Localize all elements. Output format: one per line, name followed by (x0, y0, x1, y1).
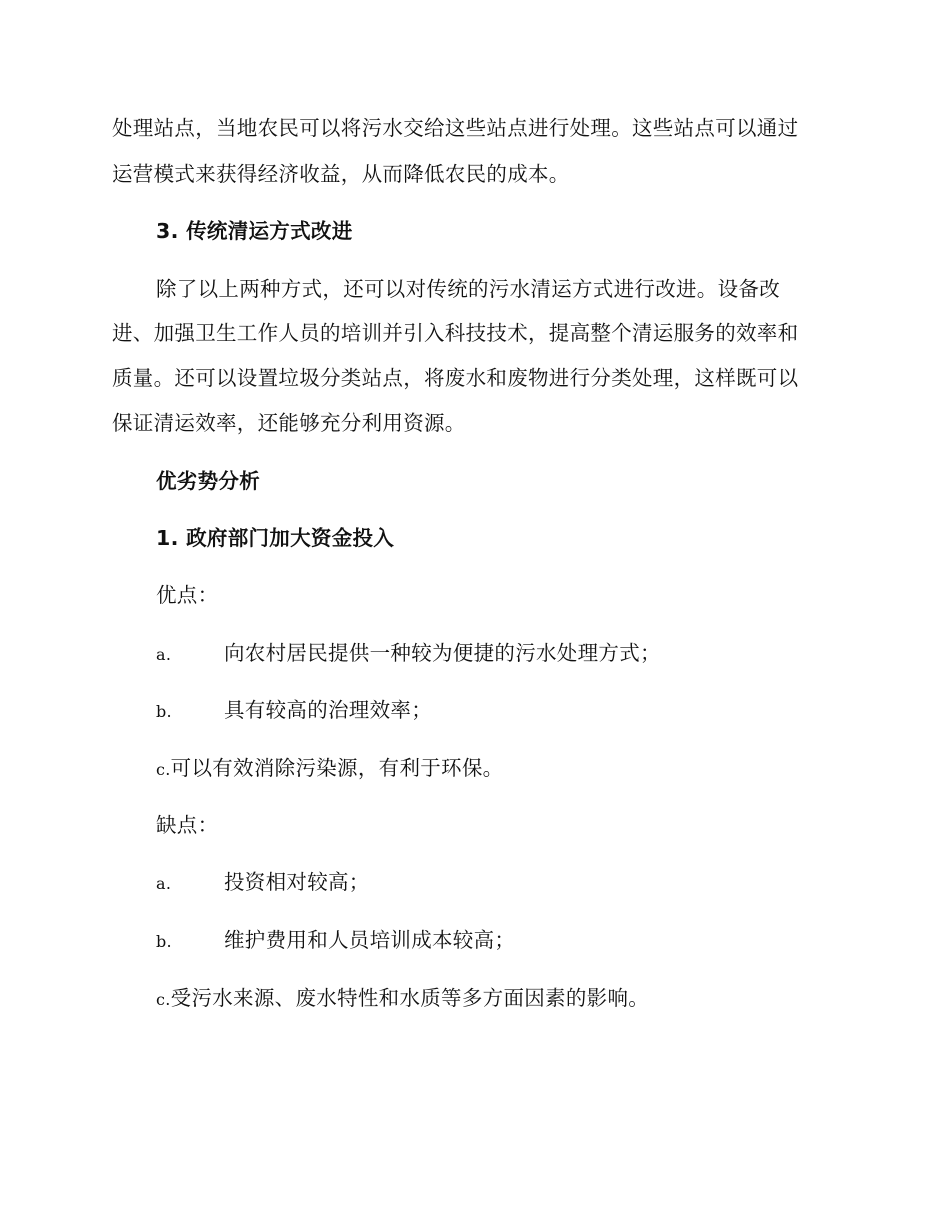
section-title: 优劣势分析 (156, 469, 260, 493)
list-item-text: 向农村居民提供一种较为便捷的污水处理方式； (224, 641, 661, 665)
pros-label: 优点： (156, 583, 219, 607)
paragraph-line: 处理站点，当地农民可以将污水交给这些站点进行处理。这些站点可以通过 (112, 116, 799, 140)
list-marker: c. (156, 760, 171, 779)
list-item-text: 具有较高的治理效率； (224, 698, 432, 722)
list-marker: a. (156, 874, 172, 893)
heading-traditional-improvement: 3. 传统清运方式改进 (156, 219, 353, 243)
paragraph-line: 除了以上两种方式，还可以对传统的污水清运方式进行改进。设备改 (156, 277, 780, 301)
paragraph-line: 运营模式来获得经济收益，从而降低农民的成本。 (112, 162, 570, 186)
list-marker: b. (156, 702, 172, 721)
list-item-text: 维护费用和人员培训成本较高； (224, 928, 516, 952)
list-item (156, 638, 661, 670)
list-item-text: 可以有效消除污染源，有利于环保。 (170, 756, 504, 780)
paragraph-line: 进、加强卫生工作人员的培训并引入科技技术，提高整个清运服务的效率和 (112, 321, 799, 345)
paragraph-line: 质量。还可以设置垃圾分类站点，将废水和废物进行分类处理，这样既可以 (112, 366, 799, 390)
list-item (156, 867, 370, 899)
list-item (156, 925, 515, 957)
list-item (156, 695, 432, 727)
paragraph-line: 保证清运效率，还能够充分利用资源。 (112, 411, 466, 435)
list-marker: c. (156, 990, 171, 1009)
list-item-text: 受污水来源、废水特性和水质等多方面因素的影响。 (170, 986, 650, 1010)
list-item (156, 753, 503, 785)
list-item (156, 983, 649, 1015)
heading-government-funding: 1. 政府部门加大资金投入 (156, 526, 395, 550)
list-item-text: 投资相对较高； (224, 870, 370, 894)
list-marker: b. (156, 932, 172, 951)
cons-label: 缺点： (156, 813, 219, 837)
list-marker: a. (156, 645, 172, 664)
